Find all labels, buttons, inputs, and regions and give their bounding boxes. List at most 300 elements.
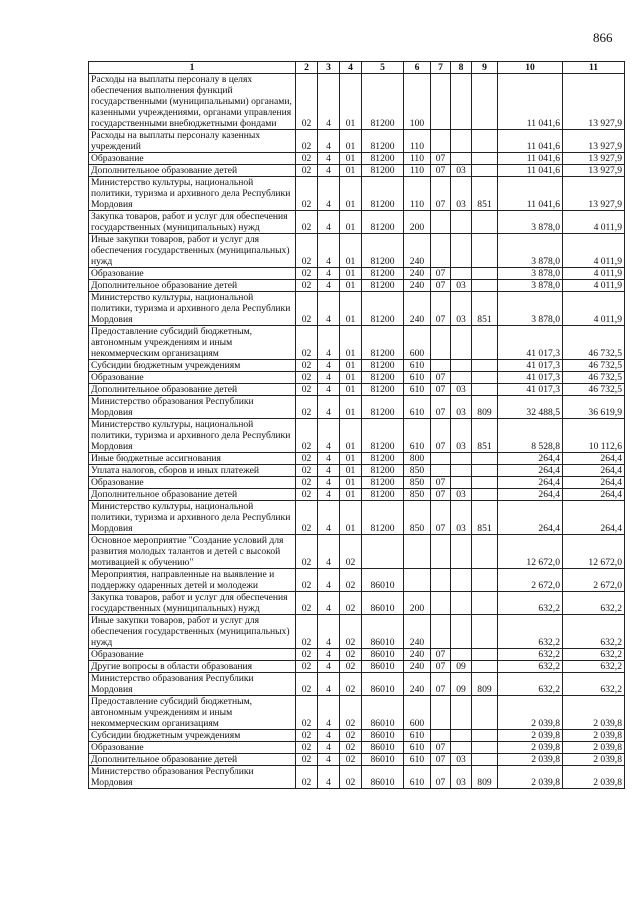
row-cell-col-3: 4 — [318, 326, 340, 360]
row-cell-col-8: 03 — [451, 177, 472, 211]
row-cell-col-8: 03 — [451, 489, 472, 501]
table-row — [89, 153, 625, 165]
row-cell-col-11: 4 011,9 — [563, 211, 625, 234]
row-cell-col-9 — [472, 453, 498, 465]
row-name-cell: Образование — [89, 649, 296, 661]
table-row — [89, 742, 625, 754]
row-cell-col-6 — [404, 535, 431, 569]
row-cell-col-4: 01 — [340, 384, 362, 396]
row-cell-col-2: 02 — [296, 165, 318, 177]
row-name-cell: Образование — [89, 742, 296, 754]
table-row — [89, 211, 625, 234]
row-cell-col-8 — [451, 268, 472, 280]
row-cell-col-6: 110 — [404, 153, 431, 165]
row-cell-col-5: 86010 — [362, 649, 404, 661]
row-cell-col-5: 81200 — [362, 489, 404, 501]
column-header-3: 3 — [318, 62, 340, 74]
row-cell-col-2: 02 — [296, 372, 318, 384]
row-cell-col-5: 86010 — [362, 696, 404, 730]
table-row — [89, 292, 625, 326]
row-cell-col-3: 4 — [318, 153, 340, 165]
row-cell-col-3: 4 — [318, 754, 340, 766]
row-cell-col-2: 02 — [296, 153, 318, 165]
row-name-cell: Министерство культуры, национальной политики, туризма и архивного дела Республики Мордовия — [89, 177, 296, 211]
row-cell-col-5: 81200 — [362, 211, 404, 234]
row-cell-col-4: 02 — [340, 742, 362, 754]
row-cell-col-7 — [431, 696, 451, 730]
page-number: 866 — [593, 30, 613, 45]
row-cell-col-8 — [451, 153, 472, 165]
row-cell-col-6: 240 — [404, 234, 431, 268]
row-cell-col-5: 86010 — [362, 742, 404, 754]
row-cell-col-7: 07 — [431, 165, 451, 177]
row-cell-col-10: 264,4 — [498, 465, 563, 477]
row-cell-col-2: 02 — [296, 384, 318, 396]
row-name-cell: Предоставление субсидий бюджетным, автономным учреждениям и иным некоммерческим организациям — [89, 696, 296, 730]
row-cell-col-11: 46 732,5 — [563, 326, 625, 360]
row-cell-col-8 — [451, 74, 472, 130]
row-cell-col-7: 07 — [431, 673, 451, 696]
row-cell-col-6: 850 — [404, 501, 431, 535]
row-cell-col-8: 03 — [451, 766, 472, 789]
row-name-cell: Расходы на выплаты персоналу казенных учреждений — [89, 130, 296, 153]
row-cell-col-11: 36 619,9 — [563, 396, 625, 419]
row-cell-col-11: 2 039,8 — [563, 696, 625, 730]
row-cell-col-3: 4 — [318, 696, 340, 730]
table-row — [89, 396, 625, 419]
row-cell-col-9 — [472, 649, 498, 661]
row-cell-col-7: 07 — [431, 489, 451, 501]
row-cell-col-5: 81200 — [362, 74, 404, 130]
row-name-cell: Образование — [89, 477, 296, 489]
row-cell-col-11: 264,4 — [563, 465, 625, 477]
row-cell-col-9 — [472, 384, 498, 396]
row-cell-col-3: 4 — [318, 234, 340, 268]
row-cell-col-5: 81200 — [362, 268, 404, 280]
column-header-6: 6 — [404, 62, 431, 74]
row-cell-col-3: 4 — [318, 535, 340, 569]
row-cell-col-8 — [451, 730, 472, 742]
row-name-cell: Закупка товаров, работ и услуг для обеспечения государственных (муниципальных) нужд — [89, 211, 296, 234]
row-cell-col-10: 12 672,0 — [498, 535, 563, 569]
table-row — [89, 649, 625, 661]
row-cell-col-7 — [431, 234, 451, 268]
row-cell-col-5: 81200 — [362, 453, 404, 465]
row-cell-col-7 — [431, 453, 451, 465]
row-cell-col-8: 03 — [451, 292, 472, 326]
row-cell-col-6: 240 — [404, 673, 431, 696]
row-cell-col-4: 01 — [340, 489, 362, 501]
column-header-11: 11 — [563, 62, 625, 74]
row-cell-col-4: 02 — [340, 766, 362, 789]
row-cell-col-5: 81200 — [362, 465, 404, 477]
row-name-cell: Дополнительное образование детей — [89, 489, 296, 501]
row-cell-col-9 — [472, 661, 498, 673]
row-name-cell: Расходы на выплаты персоналу в целях обеспечения выполнения функций государственными (муниципальными) органами, казенными учреждениями, органами управления государственными внебюджетными фондами — [89, 74, 296, 130]
row-cell-col-3: 4 — [318, 766, 340, 789]
table-row — [89, 730, 625, 742]
row-cell-col-10: 11 041,6 — [498, 177, 563, 211]
row-cell-col-4: 01 — [340, 477, 362, 489]
row-cell-col-6: 850 — [404, 477, 431, 489]
row-cell-col-9 — [472, 130, 498, 153]
row-cell-col-2: 02 — [296, 177, 318, 211]
table-row — [89, 592, 625, 615]
row-cell-col-6: 240 — [404, 615, 431, 649]
row-cell-col-5: 81200 — [362, 234, 404, 268]
table-row — [89, 280, 625, 292]
row-cell-col-3: 4 — [318, 649, 340, 661]
row-cell-col-6: 600 — [404, 696, 431, 730]
row-cell-col-10: 2 039,8 — [498, 754, 563, 766]
row-cell-col-5: 81200 — [362, 384, 404, 396]
row-cell-col-10: 41 017,3 — [498, 360, 563, 372]
row-cell-col-6: 610 — [404, 754, 431, 766]
row-cell-col-2: 02 — [296, 661, 318, 673]
budget-table — [88, 61, 625, 789]
row-cell-col-2: 02 — [296, 130, 318, 153]
row-cell-col-5: 81200 — [362, 165, 404, 177]
row-cell-col-9: 809 — [472, 396, 498, 419]
row-cell-col-9 — [472, 165, 498, 177]
row-cell-col-7: 07 — [431, 501, 451, 535]
row-cell-col-8: 09 — [451, 661, 472, 673]
row-cell-col-6: 110 — [404, 177, 431, 211]
row-cell-col-3: 4 — [318, 177, 340, 211]
row-cell-col-4: 02 — [340, 661, 362, 673]
row-name-cell: Субсидии бюджетным учреждениям — [89, 360, 296, 372]
row-cell-col-2: 02 — [296, 649, 318, 661]
row-cell-col-11: 264,4 — [563, 489, 625, 501]
row-cell-col-8 — [451, 569, 472, 592]
row-cell-col-10: 41 017,3 — [498, 384, 563, 396]
row-cell-col-3: 4 — [318, 489, 340, 501]
row-cell-col-4: 02 — [340, 535, 362, 569]
table-row — [89, 661, 625, 673]
row-cell-col-9: 851 — [472, 292, 498, 326]
column-header-7: 7 — [431, 62, 451, 74]
row-cell-col-6: 600 — [404, 326, 431, 360]
table-row — [89, 234, 625, 268]
row-cell-col-6: 110 — [404, 165, 431, 177]
row-cell-col-7: 07 — [431, 280, 451, 292]
row-cell-col-11: 13 927,9 — [563, 153, 625, 165]
row-cell-col-7: 07 — [431, 384, 451, 396]
row-cell-col-2: 02 — [296, 730, 318, 742]
row-cell-col-3: 4 — [318, 673, 340, 696]
row-cell-col-7: 07 — [431, 419, 451, 453]
row-cell-col-5: 81200 — [362, 501, 404, 535]
row-cell-col-4: 01 — [340, 268, 362, 280]
row-cell-col-7: 07 — [431, 742, 451, 754]
row-cell-col-5: 81200 — [362, 326, 404, 360]
row-cell-col-10: 3 878,0 — [498, 234, 563, 268]
table-row — [89, 465, 625, 477]
row-cell-col-9 — [472, 211, 498, 234]
row-cell-col-4: 02 — [340, 673, 362, 696]
row-cell-col-5: 86010 — [362, 730, 404, 742]
row-cell-col-2: 02 — [296, 396, 318, 419]
row-cell-col-2: 02 — [296, 280, 318, 292]
row-cell-col-9 — [472, 742, 498, 754]
row-cell-col-9 — [472, 465, 498, 477]
row-name-cell: Уплата налогов, сборов и иных платежей — [89, 465, 296, 477]
row-cell-col-4: 01 — [340, 465, 362, 477]
row-cell-col-3: 4 — [318, 360, 340, 372]
row-cell-col-8 — [451, 742, 472, 754]
row-cell-col-7 — [431, 360, 451, 372]
row-cell-col-8 — [451, 477, 472, 489]
row-cell-col-10: 3 878,0 — [498, 268, 563, 280]
row-cell-col-6: 850 — [404, 489, 431, 501]
row-cell-col-8: 03 — [451, 754, 472, 766]
row-cell-col-7 — [431, 730, 451, 742]
table-row — [89, 501, 625, 535]
row-cell-col-4: 01 — [340, 74, 362, 130]
row-cell-col-5: 81200 — [362, 419, 404, 453]
row-cell-col-11: 46 732,5 — [563, 360, 625, 372]
row-cell-col-9: 851 — [472, 419, 498, 453]
row-cell-col-9 — [472, 615, 498, 649]
header-row — [89, 62, 625, 74]
row-cell-col-4: 01 — [340, 177, 362, 211]
row-cell-col-9 — [472, 535, 498, 569]
row-cell-col-4: 01 — [340, 501, 362, 535]
table-row — [89, 569, 625, 592]
table-row — [89, 453, 625, 465]
row-cell-col-6: 200 — [404, 211, 431, 234]
row-cell-col-8 — [451, 592, 472, 615]
row-cell-col-8 — [451, 234, 472, 268]
row-cell-col-10: 632,2 — [498, 661, 563, 673]
row-cell-col-5: 86010 — [362, 569, 404, 592]
row-cell-col-6: 610 — [404, 396, 431, 419]
row-name-cell: Дополнительное образование детей — [89, 165, 296, 177]
column-header-9: 9 — [472, 62, 498, 74]
row-cell-col-2: 02 — [296, 234, 318, 268]
row-cell-col-9 — [472, 754, 498, 766]
row-cell-col-10: 264,4 — [498, 453, 563, 465]
row-cell-col-2: 02 — [296, 419, 318, 453]
row-name-cell: Министерство культуры, национальной политики, туризма и архивного дела Республики Мордовия — [89, 501, 296, 535]
row-cell-col-4: 01 — [340, 326, 362, 360]
row-cell-col-7: 07 — [431, 177, 451, 211]
row-name-cell: Образование — [89, 372, 296, 384]
row-cell-col-8 — [451, 211, 472, 234]
row-cell-col-10: 3 878,0 — [498, 280, 563, 292]
row-cell-col-8: 03 — [451, 501, 472, 535]
row-cell-col-7 — [431, 569, 451, 592]
row-cell-col-9 — [472, 280, 498, 292]
row-cell-col-4: 02 — [340, 592, 362, 615]
row-cell-col-3: 4 — [318, 477, 340, 489]
row-cell-col-11: 12 672,0 — [563, 535, 625, 569]
table-row — [89, 766, 625, 789]
row-cell-col-11: 46 732,5 — [563, 384, 625, 396]
row-cell-col-8 — [451, 649, 472, 661]
row-cell-col-7: 07 — [431, 477, 451, 489]
row-cell-col-10: 8 528,8 — [498, 419, 563, 453]
row-name-cell: Предоставление субсидий бюджетным, автономным учреждениям и иным некоммерческим организациям — [89, 326, 296, 360]
row-cell-col-3: 4 — [318, 661, 340, 673]
row-cell-col-4: 01 — [340, 396, 362, 419]
row-cell-col-11: 632,2 — [563, 673, 625, 696]
row-name-cell: Министерство образования Республики Мордовия — [89, 766, 296, 789]
row-cell-col-8 — [451, 360, 472, 372]
row-cell-col-4: 02 — [340, 696, 362, 730]
row-cell-col-11: 4 011,9 — [563, 268, 625, 280]
row-cell-col-8 — [451, 535, 472, 569]
row-cell-col-4: 01 — [340, 130, 362, 153]
row-cell-col-10: 11 041,6 — [498, 165, 563, 177]
row-cell-col-3: 4 — [318, 501, 340, 535]
row-cell-col-11: 632,2 — [563, 661, 625, 673]
row-cell-col-10: 32 488,5 — [498, 396, 563, 419]
row-cell-col-10: 3 878,0 — [498, 292, 563, 326]
row-cell-col-9 — [472, 477, 498, 489]
row-name-cell: Министерство культуры, национальной политики, туризма и архивного дела Республики Мордовия — [89, 292, 296, 326]
row-cell-col-9 — [472, 153, 498, 165]
table-row — [89, 615, 625, 649]
row-cell-col-6: 100 — [404, 74, 431, 130]
row-cell-col-6: 110 — [404, 130, 431, 153]
row-cell-col-2: 02 — [296, 696, 318, 730]
row-cell-col-6: 200 — [404, 592, 431, 615]
row-cell-col-10: 3 878,0 — [498, 211, 563, 234]
row-cell-col-4: 01 — [340, 292, 362, 326]
row-cell-col-4: 01 — [340, 165, 362, 177]
row-name-cell: Дополнительное образование детей — [89, 384, 296, 396]
row-name-cell: Министерство образования Республики Мордовия — [89, 396, 296, 419]
row-cell-col-6: 610 — [404, 730, 431, 742]
row-cell-col-4: 02 — [340, 569, 362, 592]
row-cell-col-8 — [451, 372, 472, 384]
row-cell-col-3: 4 — [318, 453, 340, 465]
column-header-5: 5 — [362, 62, 404, 74]
row-cell-col-2: 02 — [296, 268, 318, 280]
row-name-cell: Образование — [89, 268, 296, 280]
row-cell-col-9 — [472, 730, 498, 742]
row-cell-col-10: 2 039,8 — [498, 766, 563, 789]
row-cell-col-7 — [431, 130, 451, 153]
row-name-cell: Иные закупки товаров, работ и услуг для обеспечения государственных (муниципальных) нужд — [89, 615, 296, 649]
row-cell-col-8: 03 — [451, 165, 472, 177]
row-cell-col-11: 13 927,9 — [563, 165, 625, 177]
row-cell-col-11: 264,4 — [563, 501, 625, 535]
row-cell-col-11: 2 039,8 — [563, 754, 625, 766]
row-cell-col-11: 4 011,9 — [563, 280, 625, 292]
row-cell-col-7 — [431, 592, 451, 615]
row-cell-col-8 — [451, 696, 472, 730]
row-cell-col-8 — [451, 465, 472, 477]
row-cell-col-9 — [472, 489, 498, 501]
table-row — [89, 673, 625, 696]
row-cell-col-8: 03 — [451, 384, 472, 396]
row-cell-col-11: 264,4 — [563, 477, 625, 489]
row-cell-col-5: 81200 — [362, 360, 404, 372]
row-name-cell: Другие вопросы в области образования — [89, 661, 296, 673]
row-cell-col-5: 86010 — [362, 673, 404, 696]
row-cell-col-11: 4 011,9 — [563, 292, 625, 326]
row-cell-col-3: 4 — [318, 730, 340, 742]
row-cell-col-3: 4 — [318, 165, 340, 177]
row-cell-col-8: 03 — [451, 396, 472, 419]
row-cell-col-2: 02 — [296, 673, 318, 696]
row-cell-col-6: 610 — [404, 419, 431, 453]
row-cell-col-2: 02 — [296, 477, 318, 489]
row-cell-col-7 — [431, 211, 451, 234]
row-cell-col-5: 81200 — [362, 477, 404, 489]
row-cell-col-10: 11 041,6 — [498, 74, 563, 130]
column-header-4: 4 — [340, 62, 362, 74]
row-cell-col-9 — [472, 696, 498, 730]
row-cell-col-10: 41 017,3 — [498, 326, 563, 360]
row-name-cell: Дополнительное образование детей — [89, 280, 296, 292]
row-cell-col-4: 01 — [340, 153, 362, 165]
row-cell-col-3: 4 — [318, 615, 340, 649]
row-cell-col-9 — [472, 372, 498, 384]
row-cell-col-3: 4 — [318, 292, 340, 326]
row-cell-col-5: 81200 — [362, 130, 404, 153]
row-cell-col-9 — [472, 234, 498, 268]
row-cell-col-3: 4 — [318, 211, 340, 234]
row-cell-col-3: 4 — [318, 465, 340, 477]
row-cell-col-5: 81200 — [362, 280, 404, 292]
row-cell-col-6: 610 — [404, 766, 431, 789]
row-cell-col-10: 264,4 — [498, 501, 563, 535]
row-name-cell: Министерство образования Республики Мордовия — [89, 673, 296, 696]
row-cell-col-11: 13 927,9 — [563, 177, 625, 211]
table-row — [89, 384, 625, 396]
row-cell-col-6: 240 — [404, 280, 431, 292]
row-cell-col-7: 07 — [431, 372, 451, 384]
row-cell-col-6: 240 — [404, 268, 431, 280]
row-cell-col-11: 13 927,9 — [563, 74, 625, 130]
row-cell-col-2: 02 — [296, 592, 318, 615]
row-cell-col-9: 851 — [472, 177, 498, 211]
row-cell-col-2: 02 — [296, 766, 318, 789]
row-cell-col-9 — [472, 592, 498, 615]
row-cell-col-7: 07 — [431, 649, 451, 661]
row-cell-col-6 — [404, 569, 431, 592]
row-cell-col-10: 632,2 — [498, 649, 563, 661]
row-cell-col-9 — [472, 326, 498, 360]
row-cell-col-10: 264,4 — [498, 489, 563, 501]
row-cell-col-3: 4 — [318, 372, 340, 384]
row-name-cell: Закупка товаров, работ и услуг для обеспечения государственных (муниципальных) нужд — [89, 592, 296, 615]
column-header-1: 1 — [89, 62, 296, 74]
row-cell-col-4: 01 — [340, 372, 362, 384]
table-row — [89, 268, 625, 280]
row-cell-col-4: 01 — [340, 211, 362, 234]
row-cell-col-2: 02 — [296, 74, 318, 130]
row-cell-col-2: 02 — [296, 360, 318, 372]
row-cell-col-11: 264,4 — [563, 453, 625, 465]
row-cell-col-5: 86010 — [362, 754, 404, 766]
row-cell-col-6: 240 — [404, 649, 431, 661]
row-name-cell: Дополнительное образование детей — [89, 754, 296, 766]
row-cell-col-7 — [431, 326, 451, 360]
row-name-cell: Образование — [89, 153, 296, 165]
row-cell-col-3: 4 — [318, 742, 340, 754]
table-row — [89, 177, 625, 211]
row-cell-col-3: 4 — [318, 592, 340, 615]
row-cell-col-7: 07 — [431, 268, 451, 280]
row-cell-col-10: 632,2 — [498, 592, 563, 615]
row-cell-col-7 — [431, 615, 451, 649]
row-cell-col-6: 800 — [404, 453, 431, 465]
row-cell-col-3: 4 — [318, 268, 340, 280]
